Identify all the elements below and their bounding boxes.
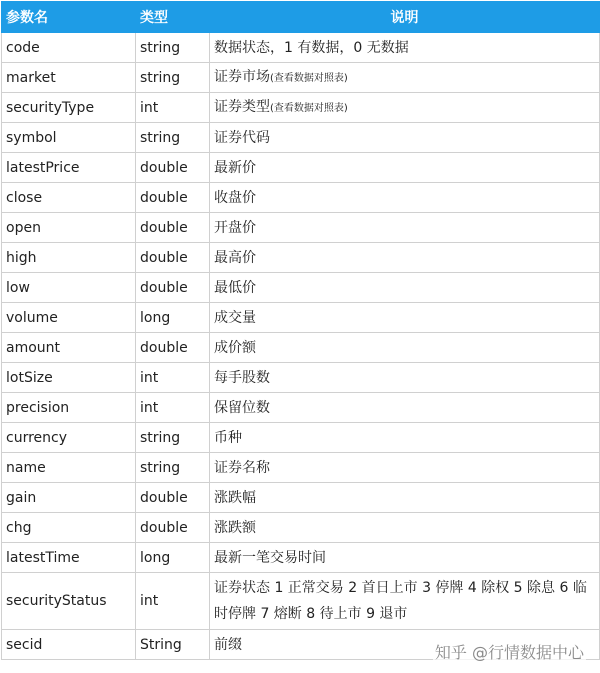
cell-type-text: String bbox=[140, 636, 182, 653]
header-type: 类型 bbox=[136, 2, 210, 33]
cell-param-name-text: code bbox=[6, 39, 40, 56]
cell-param-name-text: high bbox=[6, 249, 37, 266]
cell-param-name bbox=[2, 453, 136, 483]
cell-type bbox=[136, 393, 210, 423]
cell-param-name-text: open bbox=[6, 219, 41, 236]
cell-param-name bbox=[2, 630, 136, 660]
cell-description-note: (查看数据对照表) bbox=[270, 102, 348, 114]
cell-param-name-text: symbol bbox=[6, 129, 57, 146]
cell-description-text: 保留位数 bbox=[214, 399, 270, 416]
cell-type-text: double bbox=[140, 519, 188, 536]
cell-description-text: 最新一笔交易时间 bbox=[214, 549, 326, 566]
cell-type-text: string bbox=[140, 39, 181, 56]
cell-param-name bbox=[2, 183, 136, 213]
cell-type bbox=[136, 513, 210, 543]
cell-param-name-text: latestTime bbox=[6, 549, 80, 566]
table-row bbox=[2, 573, 600, 630]
parameter-table bbox=[1, 1, 600, 660]
cell-description bbox=[210, 123, 600, 153]
cell-param-name bbox=[2, 63, 136, 93]
cell-type bbox=[136, 273, 210, 303]
cell-description-text: 证券类型 bbox=[214, 98, 270, 115]
cell-param-name bbox=[2, 33, 136, 63]
table-row bbox=[2, 213, 600, 243]
cell-param-name bbox=[2, 483, 136, 513]
cell-description-text: 币种 bbox=[214, 429, 242, 446]
cell-description-text: 开盘价 bbox=[214, 219, 256, 236]
cell-param-name bbox=[2, 393, 136, 423]
cell-description-text: 收盘价 bbox=[214, 189, 256, 206]
cell-type-text: string bbox=[140, 459, 181, 476]
cell-type-text: int bbox=[140, 99, 159, 116]
cell-description-text: 证券代码 bbox=[214, 129, 270, 146]
cell-param-name-text: chg bbox=[6, 519, 32, 536]
header-description: 说明 bbox=[210, 2, 600, 33]
cell-type-text: string bbox=[140, 429, 181, 446]
cell-param-name bbox=[2, 123, 136, 153]
cell-description-text: 涨跌额 bbox=[214, 519, 256, 536]
cell-param-name-text: securityStatus bbox=[6, 593, 107, 609]
cell-param-name bbox=[2, 213, 136, 243]
table-row bbox=[2, 63, 600, 93]
cell-description-text: 最低价 bbox=[214, 279, 256, 296]
cell-description bbox=[210, 393, 600, 423]
cell-type bbox=[136, 573, 210, 630]
cell-type bbox=[136, 33, 210, 63]
table-row bbox=[2, 153, 600, 183]
cell-param-name-text: close bbox=[6, 189, 43, 206]
cell-description bbox=[210, 513, 600, 543]
table-row bbox=[2, 393, 600, 423]
cell-description bbox=[210, 183, 600, 213]
cell-description bbox=[210, 243, 600, 273]
cell-param-name-text: lotSize bbox=[6, 369, 53, 386]
cell-param-name-text: volume bbox=[6, 309, 58, 326]
cell-type-text: double bbox=[140, 279, 188, 296]
cell-type bbox=[136, 243, 210, 273]
cell-type bbox=[136, 483, 210, 513]
cell-description bbox=[210, 333, 600, 363]
table-row bbox=[2, 183, 600, 213]
cell-type-text: double bbox=[140, 489, 188, 506]
cell-type-text: long bbox=[140, 549, 171, 566]
cell-param-name-text: name bbox=[6, 459, 46, 476]
table-row bbox=[2, 453, 600, 483]
cell-param-name-text: precision bbox=[6, 399, 70, 416]
cell-param-name-text: market bbox=[6, 69, 56, 86]
cell-description bbox=[210, 273, 600, 303]
cell-type-text: string bbox=[140, 69, 181, 86]
cell-param-name bbox=[2, 543, 136, 573]
cell-description-note: (查看数据对照表) bbox=[270, 72, 348, 84]
cell-param-name bbox=[2, 363, 136, 393]
table-row bbox=[2, 333, 600, 363]
cell-param-name bbox=[2, 243, 136, 273]
cell-type bbox=[136, 543, 210, 573]
cell-type bbox=[136, 333, 210, 363]
cell-type bbox=[136, 213, 210, 243]
cell-type bbox=[136, 183, 210, 213]
cell-type-text: int bbox=[140, 399, 159, 416]
cell-param-name bbox=[2, 93, 136, 123]
cell-description-text: 成交量 bbox=[214, 309, 256, 326]
cell-description bbox=[210, 573, 600, 630]
header-param-name: 参数名 bbox=[2, 2, 136, 33]
cell-description bbox=[210, 153, 600, 183]
cell-description-text: 涨跌幅 bbox=[214, 489, 256, 506]
table-row bbox=[2, 543, 600, 573]
cell-description bbox=[210, 33, 600, 63]
cell-type-text: long bbox=[140, 309, 171, 326]
table-row bbox=[2, 363, 600, 393]
cell-param-name bbox=[2, 423, 136, 453]
cell-type bbox=[136, 423, 210, 453]
cell-type-text: int bbox=[140, 593, 159, 609]
cell-description-text: 证券状态 1 正常交易 2 首日上市 3 停牌 4 除权 5 除息 6 临时停牌 7 熔断 8 待上市 9 退市 bbox=[214, 580, 587, 622]
cell-type bbox=[136, 93, 210, 123]
cell-type bbox=[136, 153, 210, 183]
cell-description-text: 数据状态，1 有数据，0 无数据 bbox=[214, 39, 409, 56]
cell-param-name bbox=[2, 153, 136, 183]
cell-description-text: 前缀 bbox=[214, 636, 242, 653]
cell-type bbox=[136, 363, 210, 393]
cell-description bbox=[210, 543, 600, 573]
cell-description bbox=[210, 423, 600, 453]
cell-description-text: 证券市场 bbox=[214, 68, 270, 85]
cell-type-text: double bbox=[140, 159, 188, 176]
cell-description-text: 证券名称 bbox=[214, 459, 270, 476]
cell-type-text: double bbox=[140, 249, 188, 266]
table-row bbox=[2, 33, 600, 63]
cell-param-name bbox=[2, 513, 136, 543]
cell-description bbox=[210, 483, 600, 513]
cell-type bbox=[136, 303, 210, 333]
cell-description-text: 最新价 bbox=[214, 159, 256, 176]
cell-description bbox=[210, 213, 600, 243]
table-row bbox=[2, 243, 600, 273]
cell-param-name-text: currency bbox=[6, 429, 67, 446]
cell-description bbox=[210, 303, 600, 333]
cell-param-name-text: securityType bbox=[6, 99, 95, 116]
cell-param-name-text: latestPrice bbox=[6, 159, 80, 176]
table-row bbox=[2, 513, 600, 543]
cell-type bbox=[136, 123, 210, 153]
cell-description bbox=[210, 63, 600, 93]
cell-type bbox=[136, 63, 210, 93]
cell-type bbox=[136, 630, 210, 660]
cell-param-name bbox=[2, 573, 136, 630]
table-row bbox=[2, 273, 600, 303]
table-row bbox=[2, 93, 600, 123]
cell-type bbox=[136, 453, 210, 483]
cell-param-name bbox=[2, 303, 136, 333]
cell-description-text: 成价额 bbox=[214, 339, 256, 356]
cell-param-name-text: gain bbox=[6, 489, 37, 506]
header-row bbox=[2, 2, 600, 33]
cell-description bbox=[210, 93, 600, 123]
table-row bbox=[2, 123, 600, 153]
cell-description bbox=[210, 363, 600, 393]
table-row bbox=[2, 303, 600, 333]
cell-type-text: double bbox=[140, 189, 188, 206]
cell-param-name-text: low bbox=[6, 279, 30, 296]
cell-param-name bbox=[2, 333, 136, 363]
watermark: 知乎 @行情数据中心 bbox=[433, 640, 586, 663]
cell-description-text: 每手股数 bbox=[214, 369, 270, 386]
table-row bbox=[2, 483, 600, 513]
cell-description-text: 最高价 bbox=[214, 249, 256, 266]
cell-type-text: double bbox=[140, 339, 188, 356]
table-row bbox=[2, 423, 600, 453]
cell-param-name-text: secid bbox=[6, 636, 43, 653]
cell-type-text: string bbox=[140, 129, 181, 146]
cell-param-name bbox=[2, 273, 136, 303]
cell-param-name-text: amount bbox=[6, 339, 61, 356]
cell-description bbox=[210, 453, 600, 483]
cell-type-text: double bbox=[140, 219, 188, 236]
cell-type-text: int bbox=[140, 369, 159, 386]
